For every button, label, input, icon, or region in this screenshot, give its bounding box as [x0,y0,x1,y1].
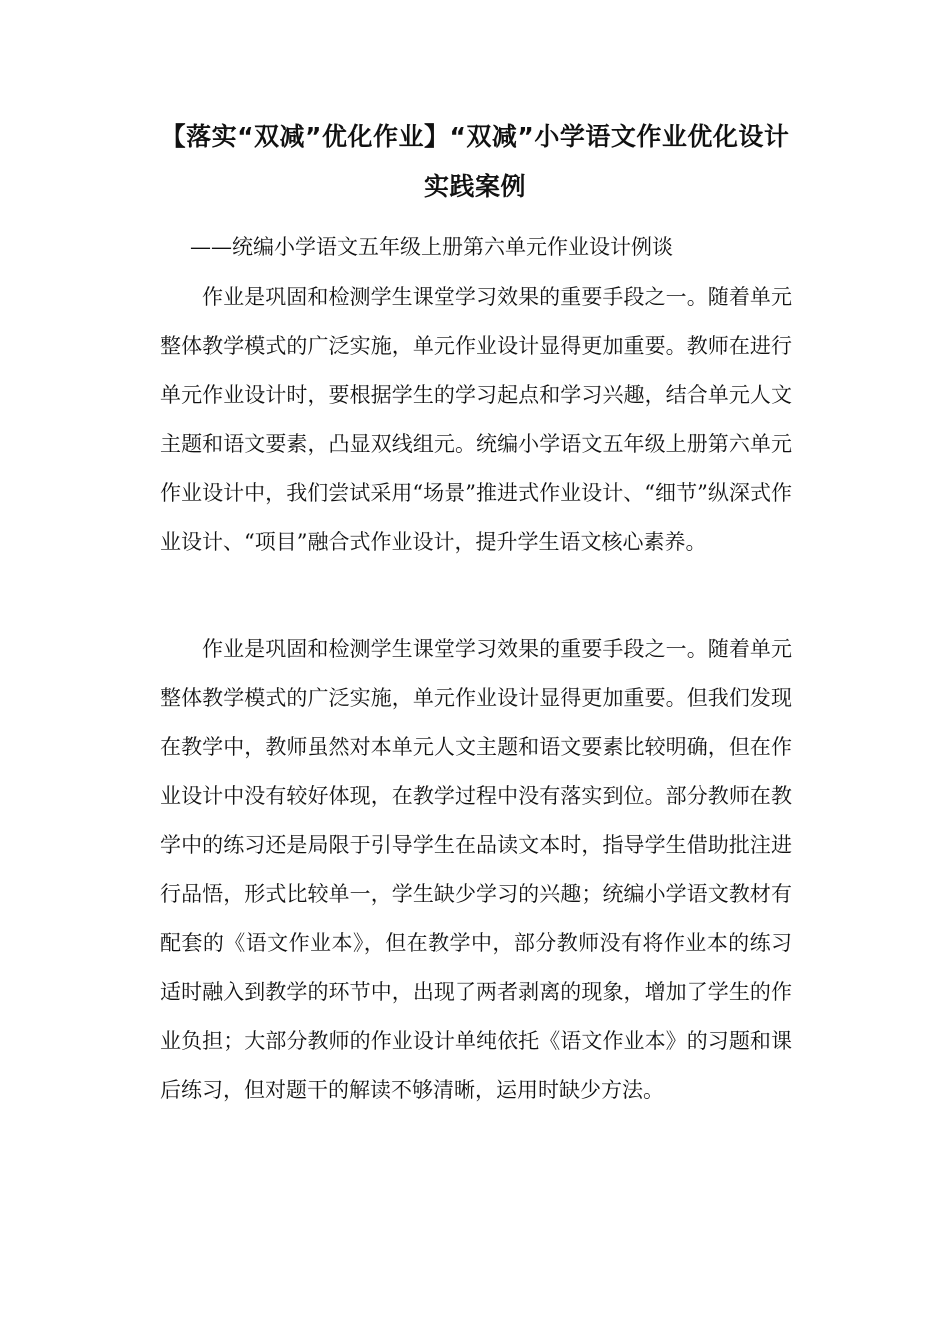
document-title: 【落实“双减”优化作业】“双减”小学语文作业优化设计实践案例 [160,122,790,201]
document-subtitle: ——统编小学语文五年级上册第六单元作业设计例谈 [190,235,673,259]
body-paragraph-2: 作业是巩固和检测学生课堂学习效果的重要手段之一。随着单元整体教学模式的广泛实施，单元作业设计显得更加重要。但我们发现在教学中，教师虽然对本单元人文主题和语文要素比较明确，但在作业设计中没有较好体现，在教学过程中没有落实到位。部分教师在教学中的练习还是局限于引导学生在品读文本时，指导学生借助批注进行品悟，形式比较单一，学生缺少学习的兴趣；统编小学语文教材有配套的《语文作业本》，但在教学中，部分教师没有将作业本的练习适时融入到教学的环节中，出现了两者剥离的现象，增加了学生的作业负担；大部分教师的作业设计单纯依托《语文作业本》的习题和课后练习，但对题干的解读不够清晰，运用时缺少方法。 [160,637,792,1102]
body-paragraph-1: 作业是巩固和检测学生课堂学习效果的重要手段之一。随着单元整体教学模式的广泛实施，单元作业设计显得更加重要。教师在进行单元作业设计时，要根据学生的学习起点和学习兴趣，结合单元人文主题和语文要素，凸显双线组元。统编小学语文五年级上册第六单元作业设计中，我们尝试采用“场景”推进式作业设计、“细节”纵深式作业设计、“项目”融合式作业设计，提升学生语文核心素养。 [160,285,792,554]
